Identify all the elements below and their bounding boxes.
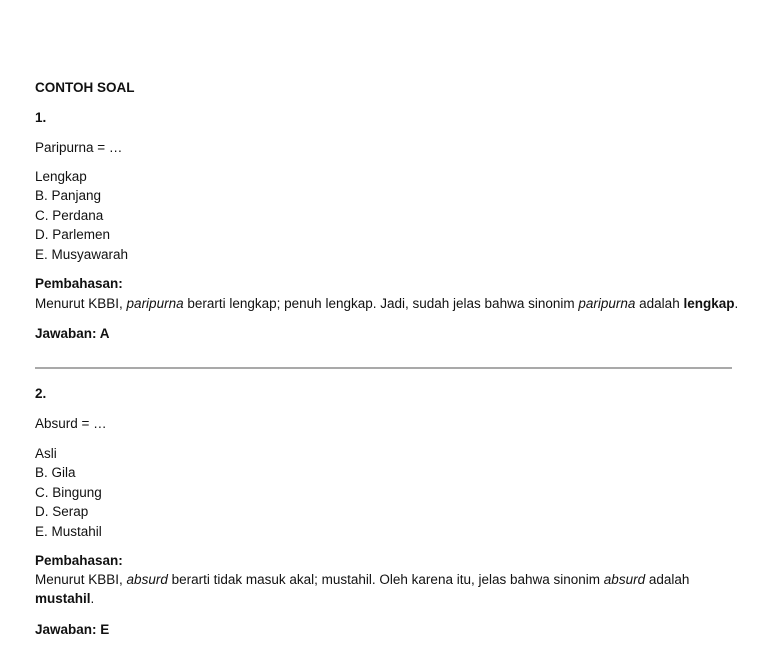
question-1-option-d: D. Parlemen xyxy=(35,227,111,243)
question-1-prompt: Paripurna = … xyxy=(35,140,123,155)
discussion-text: Menurut KBBI, xyxy=(35,296,127,311)
question-2-options xyxy=(35,444,102,541)
discussion-text: berarti lengkap; penuh lengkap. Jadi, sudah jelas bahwa sinonim xyxy=(183,296,579,311)
question-separator xyxy=(35,367,732,369)
discussion-term: absurd xyxy=(126,572,168,587)
question-2-option-b: B. Gila xyxy=(35,465,76,481)
discussion-term: paripurna xyxy=(126,296,184,311)
question-2-option-c: C. Bingung xyxy=(35,484,102,500)
discussion-text: . xyxy=(90,591,95,607)
question-1-option-e: E. Musyawarah xyxy=(35,246,129,262)
question-2-option-a: Asli xyxy=(35,446,57,461)
page-heading: CONTOH SOAL xyxy=(35,80,135,95)
discussion-text: Menurut KBBI, xyxy=(35,572,127,587)
discussion-term: paripurna xyxy=(578,296,636,311)
question-2-discussion xyxy=(35,570,715,609)
question-2-option-e: E. Mustahil xyxy=(35,523,102,539)
discussion-text: adalah xyxy=(635,296,684,311)
question-1-options xyxy=(35,167,128,264)
question-2-number: 2. xyxy=(35,386,47,401)
question-2-prompt: Absurd = … xyxy=(35,416,107,431)
question-2-option-d: D. Serap xyxy=(35,504,89,520)
question-2-answer: Jawaban: E xyxy=(35,622,110,637)
question-1-number: 1. xyxy=(35,110,47,125)
question-1-answer: Jawaban: A xyxy=(35,326,110,341)
question-1-discussion xyxy=(35,294,755,313)
question-1-discussion-label: Pembahasan: xyxy=(35,276,123,291)
discussion-text: adalah xyxy=(645,572,690,587)
question-1-option-c: C. Perdana xyxy=(35,207,104,223)
discussion-term: absurd xyxy=(603,572,646,587)
discussion-text: berarti tidak masuk akal; mustahil. Oleh karena itu, jelas bahwa sinonim xyxy=(167,572,604,587)
question-1-option-a: Lengkap xyxy=(35,169,87,184)
question-1-option-b: B. Panjang xyxy=(35,188,102,204)
discussion-answer-word: lengkap xyxy=(683,296,735,311)
discussion-answer-word: mustahil xyxy=(35,591,91,607)
question-2-discussion-label: Pembahasan: xyxy=(35,553,123,568)
discussion-text: . xyxy=(734,296,739,311)
